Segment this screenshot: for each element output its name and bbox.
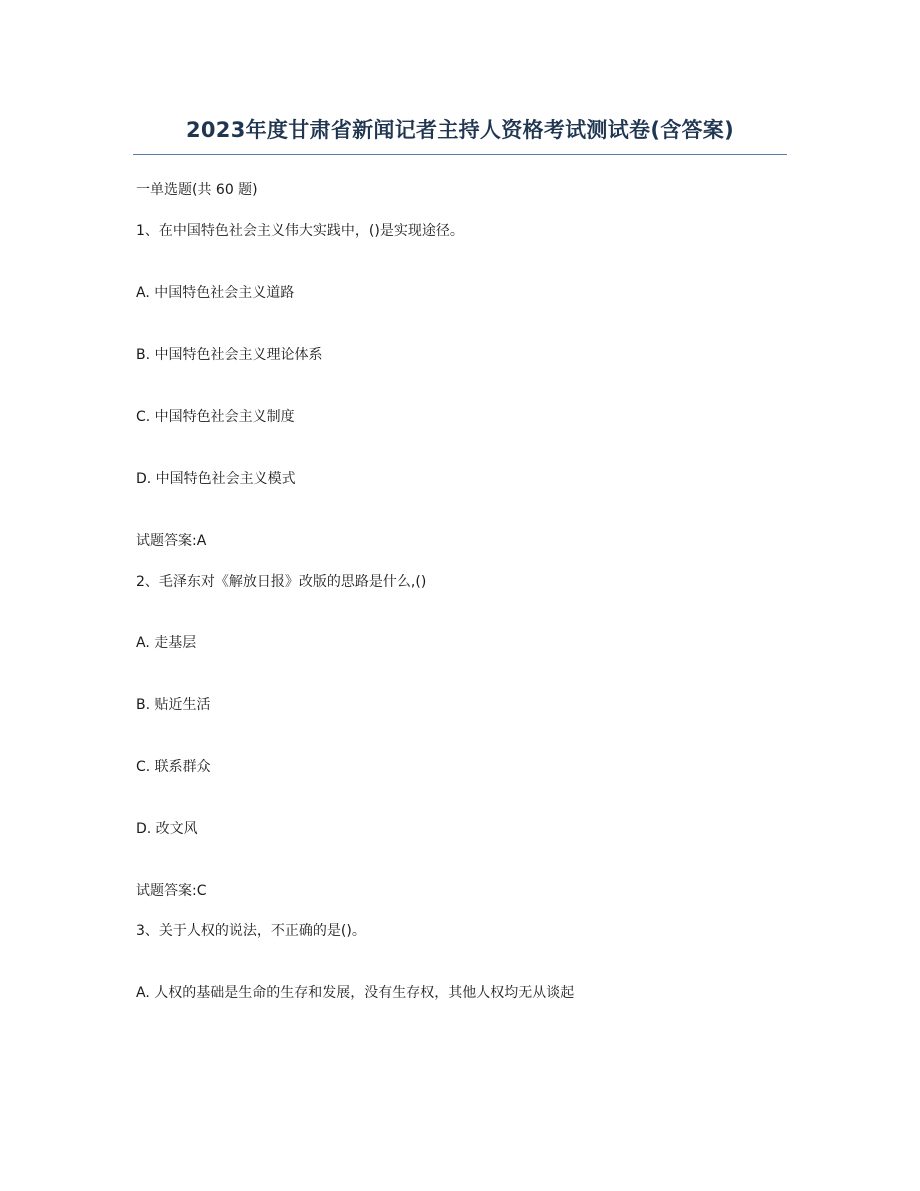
- page-title: 2023年度甘肃省新闻记者主持人资格考试测试卷(含答案): [185, 118, 735, 142]
- question-2-option-a: A. 走基层: [136, 635, 197, 651]
- question-1-option-c: C. 中国特色社会主义制度: [136, 409, 295, 425]
- question-1-option-d: D. 中国特色社会主义模式: [136, 471, 296, 487]
- question-1-option-a: A. 中国特色社会主义道路: [136, 285, 295, 301]
- question-1-option-b: B. 中国特色社会主义理论体系: [136, 347, 323, 363]
- question-3-stem: 3、关于人权的说法，不正确的是()。: [136, 923, 366, 939]
- question-3-option-a: A. 人权的基础是生命的生存和发展，没有生存权，其他人权均无从谈起: [136, 985, 575, 1001]
- question-2-answer: 试题答案:C: [136, 883, 207, 899]
- question-1-stem: 1、在中国特色社会主义伟大实践中，()是实现途径。: [136, 223, 464, 239]
- question-2-option-d: D. 改文风: [136, 821, 198, 837]
- question-2-option-b: B. 贴近生活: [136, 697, 211, 713]
- section-heading: 一单选题(共 60 题): [136, 182, 258, 198]
- question-1-answer: 试题答案:A: [136, 533, 207, 549]
- question-2-stem: 2、毛泽东对《解放日报》改版的思路是什么,(): [136, 574, 427, 590]
- question-2-option-c: C. 联系群众: [136, 759, 211, 775]
- title-divider: [133, 154, 787, 155]
